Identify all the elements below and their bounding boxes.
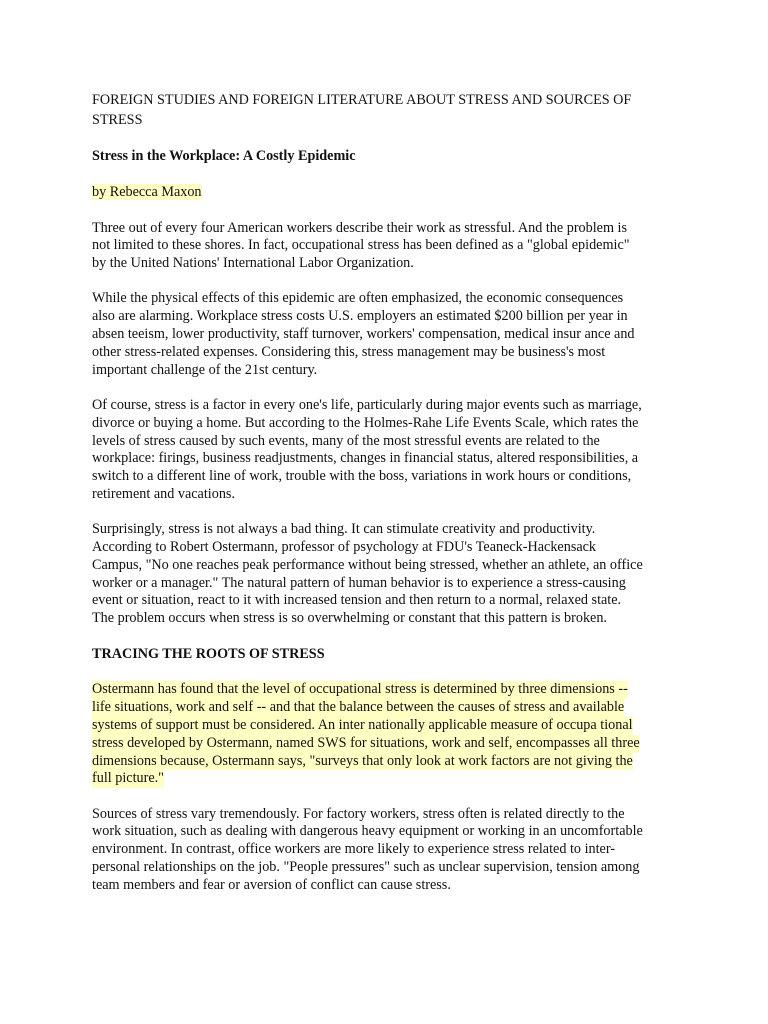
paragraph-line: personal relationships on the job. "People pressures" such as unclear supervision, tension among [92, 859, 640, 875]
paragraph-line: Sources of stress vary tremendously. For factory workers, stress often is related directly to the [92, 805, 625, 822]
title-line: STRESS [92, 112, 143, 128]
paragraph-line: other stress-related expenses. Considering this, stress management may be business's most [92, 343, 606, 360]
paragraph-line: levels of stress caused by such events, many of the most stressful events are related to the [92, 432, 600, 449]
article-heading: Stress in the Workplace: A Costly Epidemic [92, 148, 356, 164]
highlighted-line: dimensions because, Ostermann says, "surveys that only look at work factors are not giving the [92, 752, 633, 769]
paragraph-4 [92, 521, 682, 628]
paragraph-3 [92, 397, 682, 504]
paragraph-1 [92, 220, 682, 273]
byline-text: by Rebecca Maxon [92, 183, 202, 200]
paragraph-line: switch to a different line of work, trouble with the boss, variations in work hours or conditions, [92, 468, 632, 485]
paragraph-6 [92, 806, 682, 895]
paragraph-line: According to Robert Ostermann, professor of psychology at FDU's Teaneck-Hackensack [92, 539, 597, 556]
highlighted-line: life situations, work and self -- and that the balance between the causes of stress and available [92, 699, 625, 716]
paragraph-line: event or situation, react to it with increased tension and then return to a normal, relaxed state. [92, 592, 622, 609]
document-page [92, 90, 682, 912]
paragraph-line: retirement and vacations. [92, 485, 235, 502]
paragraph-line: not limited to these shores. In fact, occupational stress has been defined as a "global epidemic" [92, 237, 630, 254]
paragraph-line: worker or a manager." The natural pattern of human behavior is to experience a stress-causing [92, 574, 626, 591]
paragraph-line: important challenge of the 21st century. [92, 361, 318, 378]
paragraph-line: The problem occurs when stress is so overwhelming or constant that this pattern is broken. [92, 610, 607, 627]
document-title [92, 90, 682, 130]
paragraph-line: team members and fear or aversion of conflict can cause stress. [92, 876, 451, 893]
paragraph-line: work situation, such as dealing with dangerous heavy equipment or working in an uncomfortable [92, 823, 643, 840]
paragraph-2 [92, 290, 682, 379]
highlighted-line: full picture." [92, 770, 164, 787]
paragraph-line: divorce or buying a home. But according to the Holmes-Rahe Life Events Scale, which rates the [92, 414, 639, 431]
paragraph-line: environment. In contrast, office workers are more likely to experience stress related to inter- [92, 841, 616, 858]
paragraph-line: workplace: firings, business readjustments, changes in financial status, altered responsibilities, a [92, 450, 639, 467]
byline [92, 184, 682, 202]
paragraph-line: While the physical effects of this epidemic are often emphasized, the economic consequences [92, 290, 624, 307]
paragraph-line: by the United Nations' International Labor Organization. [92, 255, 414, 272]
paragraph-line: absen teeism, lower productivity, staff turnover, workers' compensation, medical insur ance and [92, 326, 635, 343]
paragraph-line: Surprisingly, stress is not always a bad thing. It can stimulate creativity and productivity. [92, 521, 596, 538]
title-line: FOREIGN STUDIES AND FOREIGN LITERATURE ABOUT STRESS AND SOURCES OF [92, 92, 632, 108]
paragraph-line: Of course, stress is a factor in every one's life, particularly during major events such as marriage, [92, 396, 642, 413]
paragraph-line: Three out of every four American workers describe their work as stressful. And the problem is [92, 219, 628, 236]
section-heading: TRACING THE ROOTS OF STRESS [92, 645, 325, 662]
highlighted-paragraph [92, 681, 682, 788]
paragraph-line: Campus, "No one reaches peak performance without being stressed, whether an athlete, an office [92, 556, 643, 573]
highlighted-line: Ostermann has found that the level of occupational stress is determined by three dimensions -- [92, 681, 628, 698]
highlighted-line: systems of support must be considered. An inter nationally applicable measure of occupa tional [92, 716, 633, 733]
highlighted-line: stress developed by Ostermann, named SWS for situations, work and self, encompasses all three [92, 734, 640, 751]
paragraph-line: also are alarming. Workplace stress costs U.S. employers an estimated $200 billion per year in [92, 308, 628, 325]
